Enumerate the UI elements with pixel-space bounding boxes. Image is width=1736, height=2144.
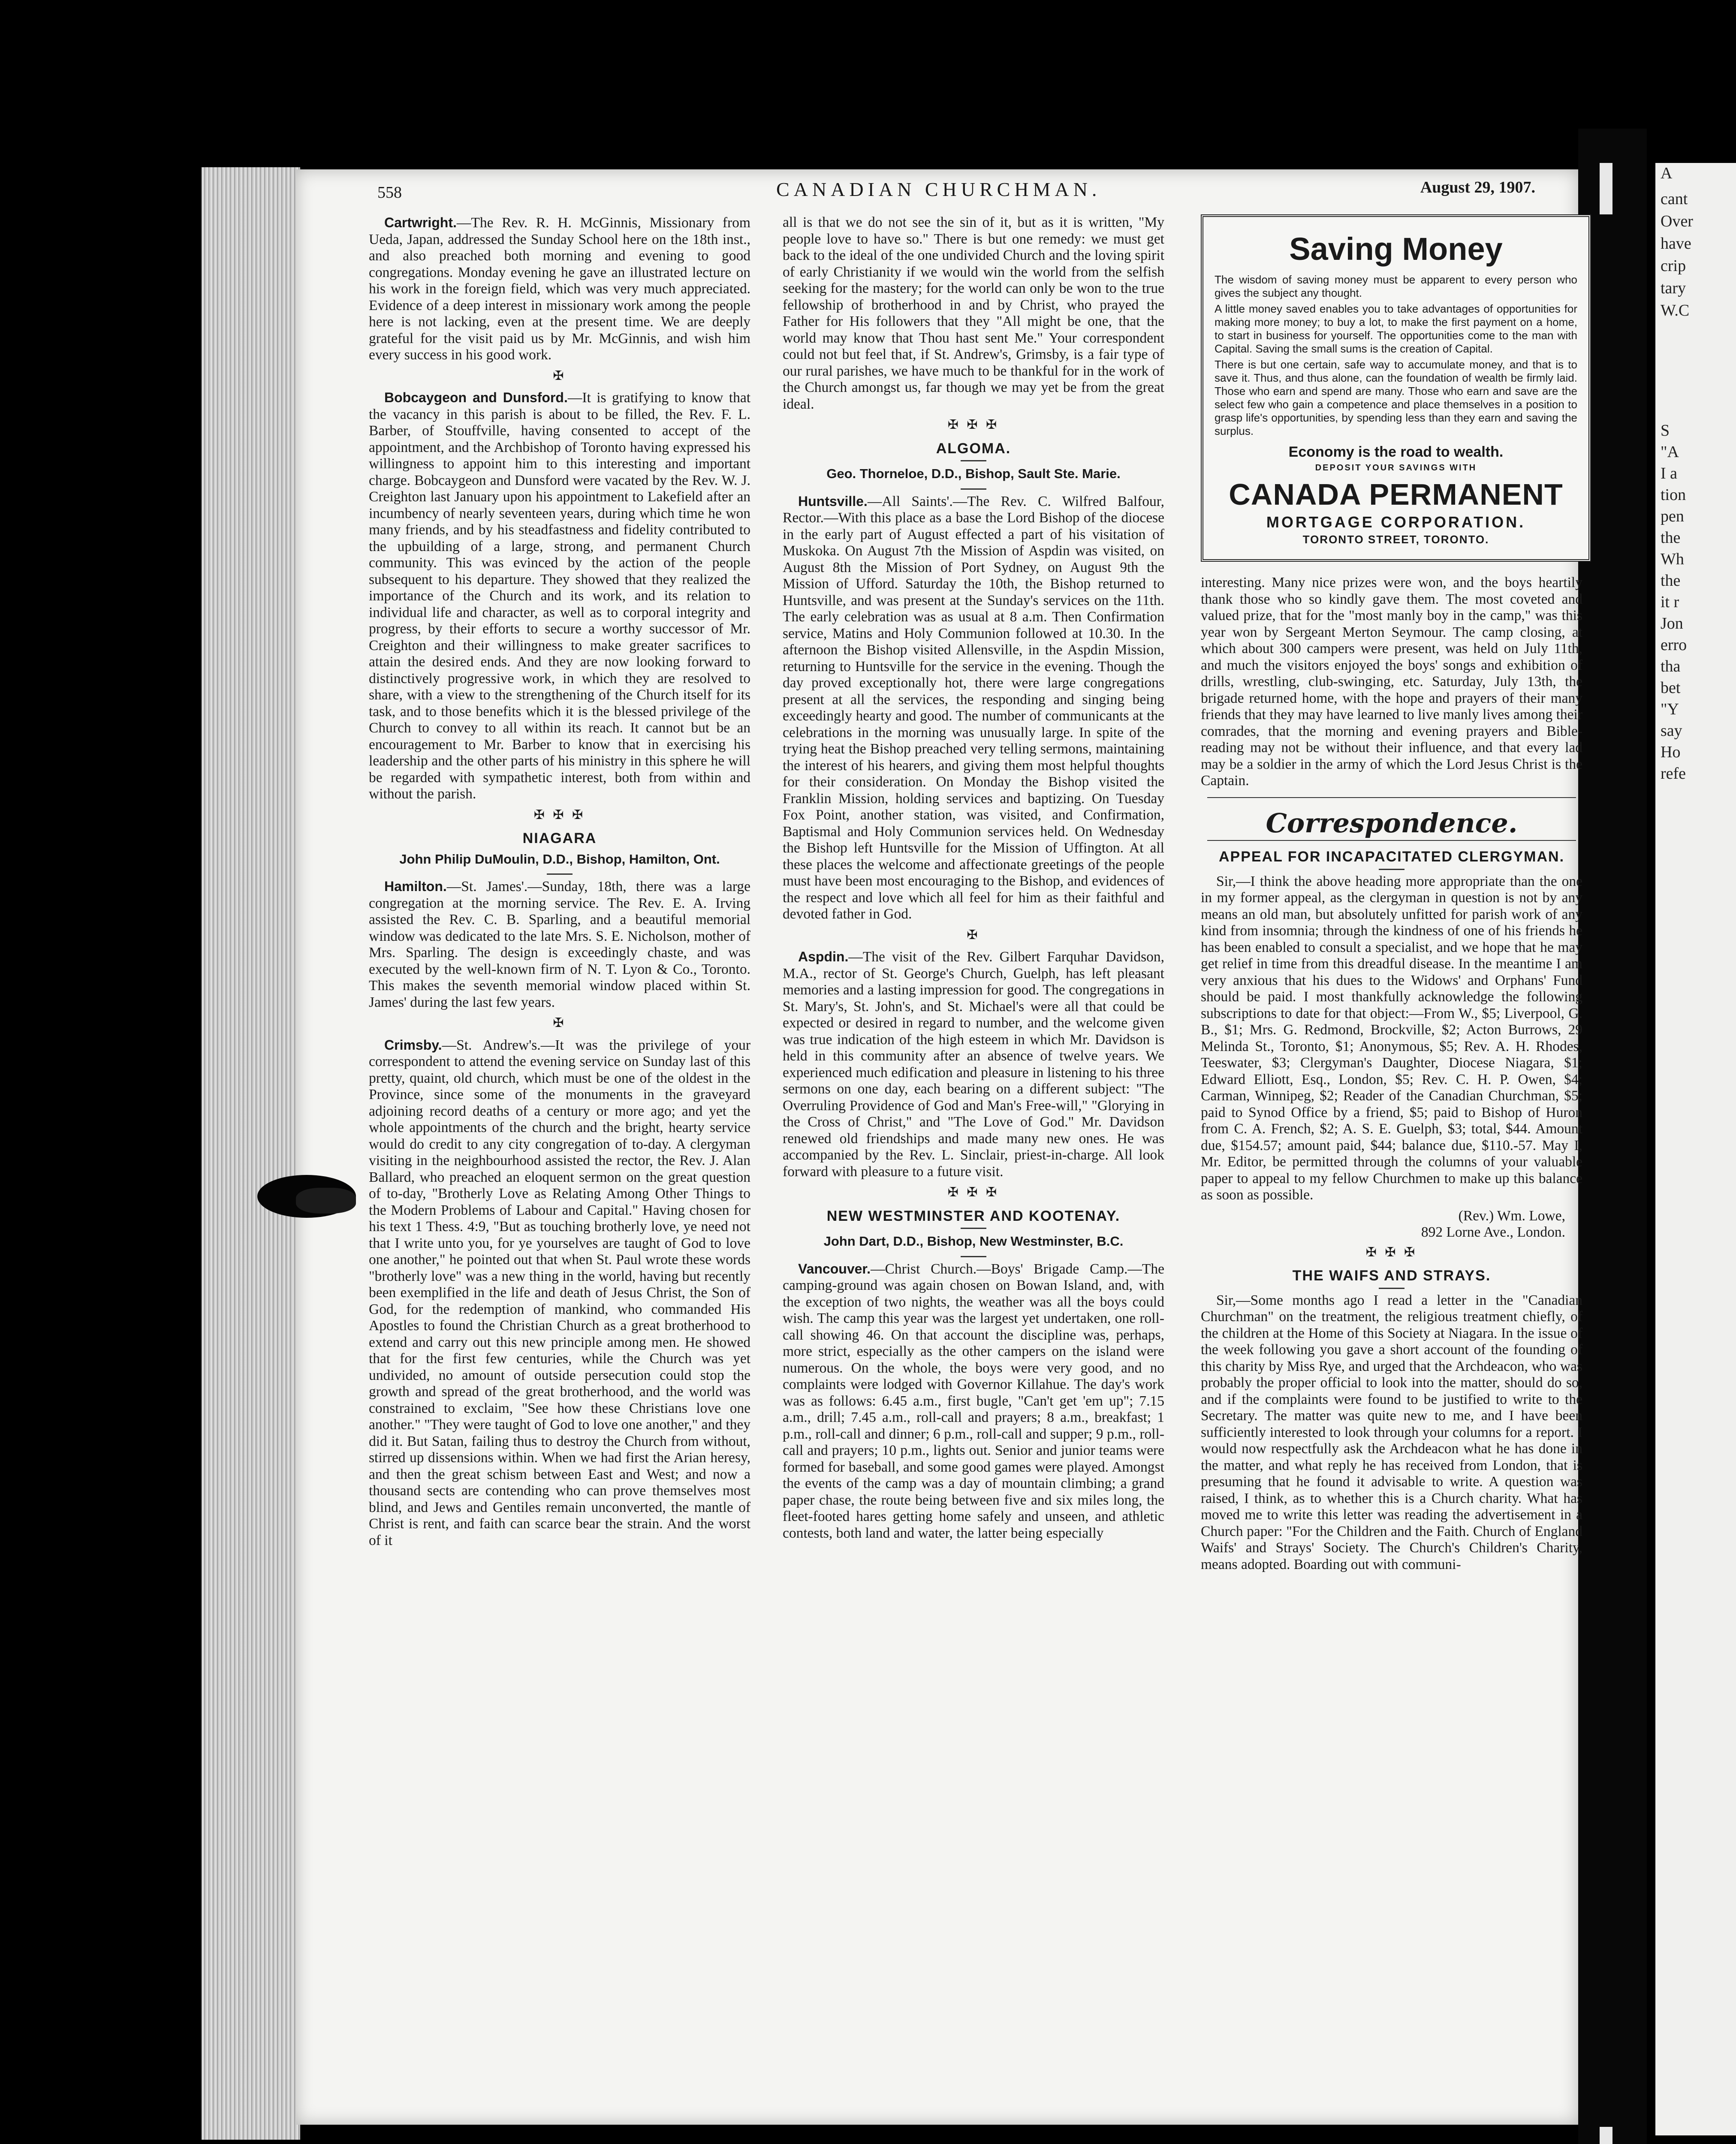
ad-paragraph: There is but one certain, safe way to accumulate money, and that is to save it. Thus, and thus alone, can the foundation of wealth be firmly laid. Those who earn and spend are many. Those who earn and save are the select few who gain a competence and place themselves in a position to grasp life's opportunities, by spending less than they earn and saving the surplus.	[1215, 358, 1577, 437]
short-rule	[1379, 1288, 1404, 1289]
spine-mark-bottom	[1600, 2127, 1612, 2144]
short-rule	[961, 460, 986, 461]
column-1	[369, 214, 750, 1553]
short-rule	[1379, 869, 1404, 870]
runin-vancouver: Vancouver.	[798, 1261, 871, 1277]
runin-huntsville: Huntsville.	[798, 493, 868, 509]
next-page-line: "Y	[1661, 700, 1679, 718]
article-vancouver	[783, 1261, 1164, 1542]
ornament: ✠	[553, 368, 567, 383]
correspondence-heading: Correspondence.	[1266, 807, 1518, 839]
ad-paragraph: The wisdom of saving money must be apparent to every person who gives the subject any thought.	[1215, 273, 1577, 299]
short-rule	[961, 1256, 986, 1257]
article-text: —The visit of the Rev. Gilbert Farquhar Davidson, M.A., rector of St. George's Church, Guelph, has left pleasant memories and a lasting impression for good. The congregations in St. Mary's, St. John's, and St. Michael's were all that could be expected or desired in regard to number, and the welcome given was true indication of the high esteem in which Mr. Davidson is held in this community after an absence of twelve years. We experienced much edification and pleasure in listening to his three sermons on one day, each bearing on a different subject: "The Overruling Providence of God and Man's Free-will," "Glorying in the Cross of Christ," and "The Love of God." Mr. Davidson renewed old friendships and made many new ones. He was accompanied by the Rev. L. Sinclair, priest-in-charge. All look forward with pleasure to a future visit.	[783, 949, 1164, 1180]
ornament: ✠	[967, 927, 980, 942]
column-2	[783, 214, 1164, 1546]
next-page-line: Jon	[1661, 614, 1683, 632]
letter-appeal: Sir,—I think the above heading more appropriate than the one in my former appeal, as the clergyman in question is not by any means an old man, but absolutely unfitted for parish work of any kind from insomnia; through the kindness of one of his friends he has been enabled to consult a specialist, and we hope that he may get relief in time from this dreadful disease. In the meantime I am very anxious that his dues to the Widows' and Orphans' Fund should be paid. I most thankfully acknowledge the following subscriptions to date for that object:—From W., $5; Liverpool, G. B., $1; Mrs. G. Redmond, Brockville, $2; Acton Burrows, 29 Melinda St., Toronto, $1; Anonymous, $5; Rev. A. H. Rhodes, Teeswater, $3; Clergyman's Daughter, Diocese Niagara, $1; Edward Elliott, Esq., London, $5; Rev. C. H. P. Owen, $4; Carman, Winnipeg, $2; Reader of the Canadian Churchman, $5; paid to Synod Office by a friend, $5; paid to Bishop of Huron from C. A. French, $2; A. S. E. Guelph, $3; total, $44. Amount due, $154.57; amount paid, $44; balance due, $110.-57. May I, Mr. Editor, be permitted through the columns of your valuable paper to appeal to my fellow Churchmen to make up this balance as soon as possible.	[1201, 873, 1582, 1203]
article-continued: all is that we do not see the sin of it, but as it is written, "My people love to have so." There is but one remedy: we must get back to the ideal of the one undivided Church and the loving spirit of early Christianity if we would win the world from the selfish seeking for the mastery; for the world can only be won to the true fellowship of brotherhood in and by Christ, who prayed the Father for His followers that they "All might be one, that the world may know that Thou hast sent Me." Your correspondent could not but feel that, if St. Andrew's, Grimsby, is a fair type of our rural parishes, we have much to be thankful for in the work of the Church amongst us, far though we may yet be from the great ideal.	[783, 214, 1164, 412]
ad-company-subtitle: MORTGAGE CORPORATION.	[1266, 513, 1526, 531]
article-aspdin	[783, 949, 1164, 1180]
thumb-highlight	[296, 1188, 356, 1214]
section-heading-new-westminster: NEW WESTMINSTER AND KOOTENAY.	[826, 1208, 1121, 1224]
next-page-line: Over	[1661, 212, 1693, 230]
next-page-fragment	[1655, 163, 1736, 2135]
next-page-line: Wh	[1661, 550, 1684, 568]
ornament: ✠ ✠ ✠	[947, 1185, 1000, 1199]
runin-aspdin: Aspdin.	[798, 949, 849, 964]
ad-paragraph: A little money saved enables you to take advantages of opportunities for making more money; to buy a lot, to make the first payment on a home, to start in business for yourself. The opportunities come to the man with Capital. Saving the small sums is the creation of Capital.	[1215, 302, 1577, 355]
next-page-line: cant	[1661, 190, 1688, 208]
advertisement-box	[1201, 214, 1591, 562]
next-page-line: S	[1661, 422, 1670, 440]
article-text: —The Rev. R. H. McGinnis, Missionary from Ueda, Japan, addressed the Sunday School here on the 18th inst., and also preached both morning and evening to good congregations. Monday evening he gave an illustrated lecture on his work in the foreign field, which was very much appreciated. Evidence of a deep interest in missionary work among the people here is not lacking, even at the present time. We are deeply grateful for the visit paid us by Mr. McGinnis, and wish him every success in his good work.	[369, 215, 750, 363]
article-text: —St. Andrew's.—It was the privilege of your correspondent to attend the evening service on Sunday last of this pretty, quaint, old church, which must be one of the oldest in the Province, since some of the monuments in the graveyard adjoining record deaths of a century or more ago; and yet the whole appointments of the church and the bright, hearty service would do credit to any city congregation of to-day. A clergyman visiting in the neighbourhood assisted the rector, the Rev. J. Alan Ballard, who preached an eloquent sermon on the great question of to-day, "Brotherly Love as Relating Among Other Things to the Modern Problems of Labour and Capital." Having chosen for his text 1 Thess. 4:9, "But as touching brotherly love, ye need not that I write unto you, for ye yourselves are taught of God to love one another," he pointed out that when St. Paul wrote these words "brotherly love" was a new thing in the world, having but recently been exemplified in the life and death of Jesus Christ, the Son of God, for the redemption of mankind, who commanded His Apostles to found the Christian Church as a great brotherhood to extend and carry out this new principle among men. He showed that for the first few centuries, while the Church was yet undivided, no amount of outside persecution could stop the growth and spread of the great brotherhood, and the world was constrained to exclaim, "See how these Christians love one another." "They were taught of God to love one another," and they did it. But Satan, failing thus to destroy the Church from without, stirred up dissensions within. When we had first the Arian heresy, and then the great schism between East and West; and now a thousand sects are contending who can prove themselves most blind, and Jews and Gentiles remain unconverted, the mantle of Christ is rent, and faith can scarce bear the strain. And the worst of it	[369, 1037, 750, 1548]
article-continued: interesting. Many nice prizes were won, and the boys heartily thank those who so kindly gave them. The most coveted and valued prize, that for the "most manly boy in the camp," was this year won by Sergeant Merton Seymour. The camp closing, at which about 300 campers were present, was held on July 11th, and much the visitors enjoyed the boys' songs and exhibition of drills, wrestling, club-swinging, etc. Saturday, July 13th, the brigade returned home, with the hope and prayers of their many friends that they may have learned to live manly lives among their comrades, that the morning and evening prayers and Bible-reading may not be without their influence, and that every lad may be a soldier in the army of which the Lord Jesus Christ is the Captain.	[1201, 575, 1582, 789]
next-page-line: the	[1661, 529, 1681, 547]
ad-deposit-line: DEPOSIT YOUR SAVINGS WITH	[1315, 463, 1477, 473]
runin-crimsby: Crimsby.	[384, 1037, 442, 1053]
masthead: CANADIAN CHURCHMAN.	[776, 178, 1101, 200]
next-page-line: erro	[1661, 636, 1687, 654]
article-text: —It is gratifying to know that the vacancy in this parish is about to be filled, the Rev. F. L. Barber, of Stouffville, having consented to accept of the appointment, and the Archbishop of Toronto having expressed his willingness to appoint him to this interesting and important charge. Bobcaygeon and Dunsford were vacated by the Rev. W. J. Creighton last January upon his appointment to Lakefield after an incumbency of nearly seventeen years, during which time he won many friends, and by his steadfastness and fidelity contributed to the upbuilding of a large, strong, and permanent Church community. This was evinced by the action of the people subsequent to his departure. They showed that they realized the importance of the Church and its work, and its relation to individual life and character, as well as to corporal integrity and progress, by their efforts to secure a worthy successor of Mr. Creighton and their willingness to make greater sacrifices to attain the desired ends. And they are now looking forward to distinctively progressive work, in which they are resolved to share, with a view to the strengthening of the Church itself for its task, and to those benefits which it is the blessed privilege of the Church to convey to all within its reach. It cannot but be an encouragement to Mr. Barber to know that in exercising his leadership and the other parts of his ministry in this sphere he will be regarded with sympathetic interest, both from within and without the parish.	[369, 390, 751, 802]
article-crimsby	[369, 1037, 750, 1549]
ornament: ✠ ✠ ✠	[533, 807, 586, 822]
bishop-line: John Philip DuMoulin, D.D., Bishop, Hamilton, Ont.	[399, 851, 720, 867]
next-page-line: crip	[1661, 257, 1686, 275]
section-heading-waifs: THE WAIFS AND STRAYS.	[1292, 1268, 1491, 1284]
runin-cartwright: Cartwright.	[384, 215, 457, 230]
next-page-line: refe	[1661, 765, 1686, 783]
page-number: 558	[377, 184, 402, 202]
next-page-line: have	[1661, 235, 1691, 253]
next-page-line: it r	[1661, 593, 1679, 611]
long-rule	[1207, 797, 1576, 798]
article-hamilton	[369, 878, 750, 1011]
page-header	[377, 178, 1570, 212]
next-page-line: "A	[1661, 443, 1679, 461]
bishop-line: John Dart, D.D., Bishop, New Westminster, B.C.	[823, 1234, 1124, 1249]
next-page-line: bet	[1661, 679, 1681, 697]
article-text: —Christ Church.—Boys' Brigade Camp.—The camping-ground was again chosen on Bowan Island, and, with the exception of two nights, the weather was all the boys could wish. The camp this year was the largest yet undertaken, one roll-call showing 46. On that account the discipline was, perhaps, more strict, especially as the other campers on the island were numerous. On the whole, the boys were very good, and no complaints were lodged with Governor Killahue. The day's work was as follows: 6.45 a.m., first bugle, "Can't get 'em up"; 7.15 a.m., drill; 7.45 a.m., roll-call and prayers; 8 a.m., breakfast; 1 p.m., roll-call and dinner; 6 p.m., roll-call and supper; 9 p.m., roll-call and prayers; 10 p.m., lights out. Senior and junior teams were formed for baseball, and some good games were played. Amongst the events of the camp was a day of mountain climbing; a grand paper chase, the route being between five and six miles long, the fleet-footed hares getting home safely and unseen, and athletic contests, both land and water, the latter being especially	[783, 1261, 1164, 1541]
next-page-line: I a	[1661, 464, 1678, 482]
short-rule	[547, 873, 573, 875]
section-heading-niagara: NIAGARA	[522, 830, 597, 846]
next-page-line: Ho	[1661, 743, 1681, 761]
issue-date: August 29, 1907.	[1420, 178, 1535, 196]
ornament: ✠ ✠ ✠	[947, 418, 1000, 432]
next-page-line: tary	[1661, 279, 1686, 297]
letter-address: 892 Lorne Ave., London.	[1421, 1224, 1565, 1240]
section-heading-algoma: ALGOMA.	[936, 440, 1011, 457]
runin-bobcaygeon: Bobcaygeon and Dunsford.	[384, 390, 568, 405]
ad-slogan: Economy is the road to wealth.	[1288, 444, 1504, 460]
article-text: —All Saints'.—The Rev. C. Wilfred Balfour, Rector.—With this place as a base the Lord Bishop of the diocese in the early part of August effected a part of his visitation of Muskoka. On August 7th the Mission of Aspdin was visited, on August 8th the Mission of Port Sydney, on August 9th the Mission of Ufford. Saturday the 10th, the Bishop returned to Huntsville, and was present at the Sunday's services on the 11th. The early celebration was as usual at 8 a.m. Then Confirmation service, Matins and Holy Communion followed at 10.30. In the afternoon the Bishop visited Allensville, in the Aspdin Mission, returning to Huntsville for the service in the evening. Though the day proved exceptionally hot, there were large congregations present at all the services, the responding and singing being exceedingly hearty and good. The number of communicants at the celebrations in the morning was unusually large. In spite of the trying heat the Bishop preached very telling sermons, maintaining the interest of his hearers, and giving them most helpful thoughts for their consideration. On Monday the Bishop visited the Franklin Mission, holding services and baptizing. On Tuesday Fox Point, another station, was visited, and Confirmation, Baptismal and Holy Communion services held. On Wednesday the Bishop left Huntsville for the Mission of Uffington. At all these places the welcome and affectionate greetings of the people must have been most encouraging to the Bishop, and evidences of the respect and love which all feel for him as their faithful and devoted father in God.	[783, 493, 1164, 922]
ad-headline: Saving Money	[1289, 231, 1503, 267]
next-page-line: say	[1661, 722, 1682, 740]
next-page-line: pen	[1661, 507, 1684, 525]
runin-hamilton: Hamilton.	[384, 879, 447, 894]
letter-waifs: Sir,—Some months ago I read a letter in the "Canadian Churchman" on the treatment, the religious treatment chiefly, of the children at the Home of this Society at Niagara. In the issue of the week following you gave a short account of the founding of this charity by Miss Rye, and urged that the Archdeacon, who was probably the proper official to look into the matter, should do so, and if the complaints were found to be justified to write to the Secretary. The matter was quite new to me, and I have been sufficiently interested to look through your columns for a report. I would now respectfully ask the Archdeacon what he has done in the matter, and what reply he has received from London, that is presuming that he found it advisable to write. A question was raised, I think, as to whether this is a Church charity. What has moved me to write this letter was reading the advertisement in a Church paper: "For the Children and the Faith. Church of England Waifs' and Strays' Society. The Church's Children's Charity, means adopted. Boarding out with communi-	[1201, 1292, 1582, 1572]
short-rule	[961, 1228, 986, 1229]
article-huntsville	[783, 493, 1164, 923]
column-3	[1201, 575, 1582, 1577]
ad-company-name: CANADA PERMANENT	[1229, 478, 1563, 511]
ornament: ✠ ✠ ✠	[1365, 1245, 1418, 1259]
next-page-line: tha	[1661, 657, 1681, 675]
next-page-line: tion	[1661, 486, 1686, 504]
long-rule	[1207, 840, 1576, 841]
short-rule	[961, 488, 986, 490]
next-page-line: W.C	[1661, 301, 1690, 319]
ornament: ✠	[553, 1016, 567, 1030]
article-bobcaygeon	[369, 389, 750, 803]
ad-address: TORONTO STREET, TORONTO.	[1302, 533, 1489, 546]
letter-signature: (Rev.) Wm. Lowe,	[1458, 1208, 1565, 1224]
book-page-edges	[202, 167, 300, 2140]
section-heading-appeal: APPEAL FOR INCAPACITATED CLERGYMAN.	[1218, 849, 1565, 865]
article-cartwright	[369, 214, 750, 364]
spine-mark-top	[1600, 163, 1612, 214]
bishop-line: Geo. Thorneloe, D.D., Bishop, Sault Ste. Marie.	[826, 466, 1121, 481]
ad-body	[1215, 273, 1577, 438]
next-page-header: A	[1661, 164, 1673, 182]
next-page-line: the	[1661, 572, 1681, 590]
article-text: —St. James'.—Sunday, 18th, there was a large congregation at the morning service. The Rev. E. A. Irving assisted the Rev. C. B. Sparling, and a beautiful memorial window was dedicated to the late Mrs. S. E. Nicholson, mother of Mrs. Sparling. The design is exceedingly chaste, and was executed by the well-known firm of N. T. Lyon & Co., Toronto. This makes the seventh memorial window placed within St. James' during the last few years.	[369, 879, 750, 1010]
